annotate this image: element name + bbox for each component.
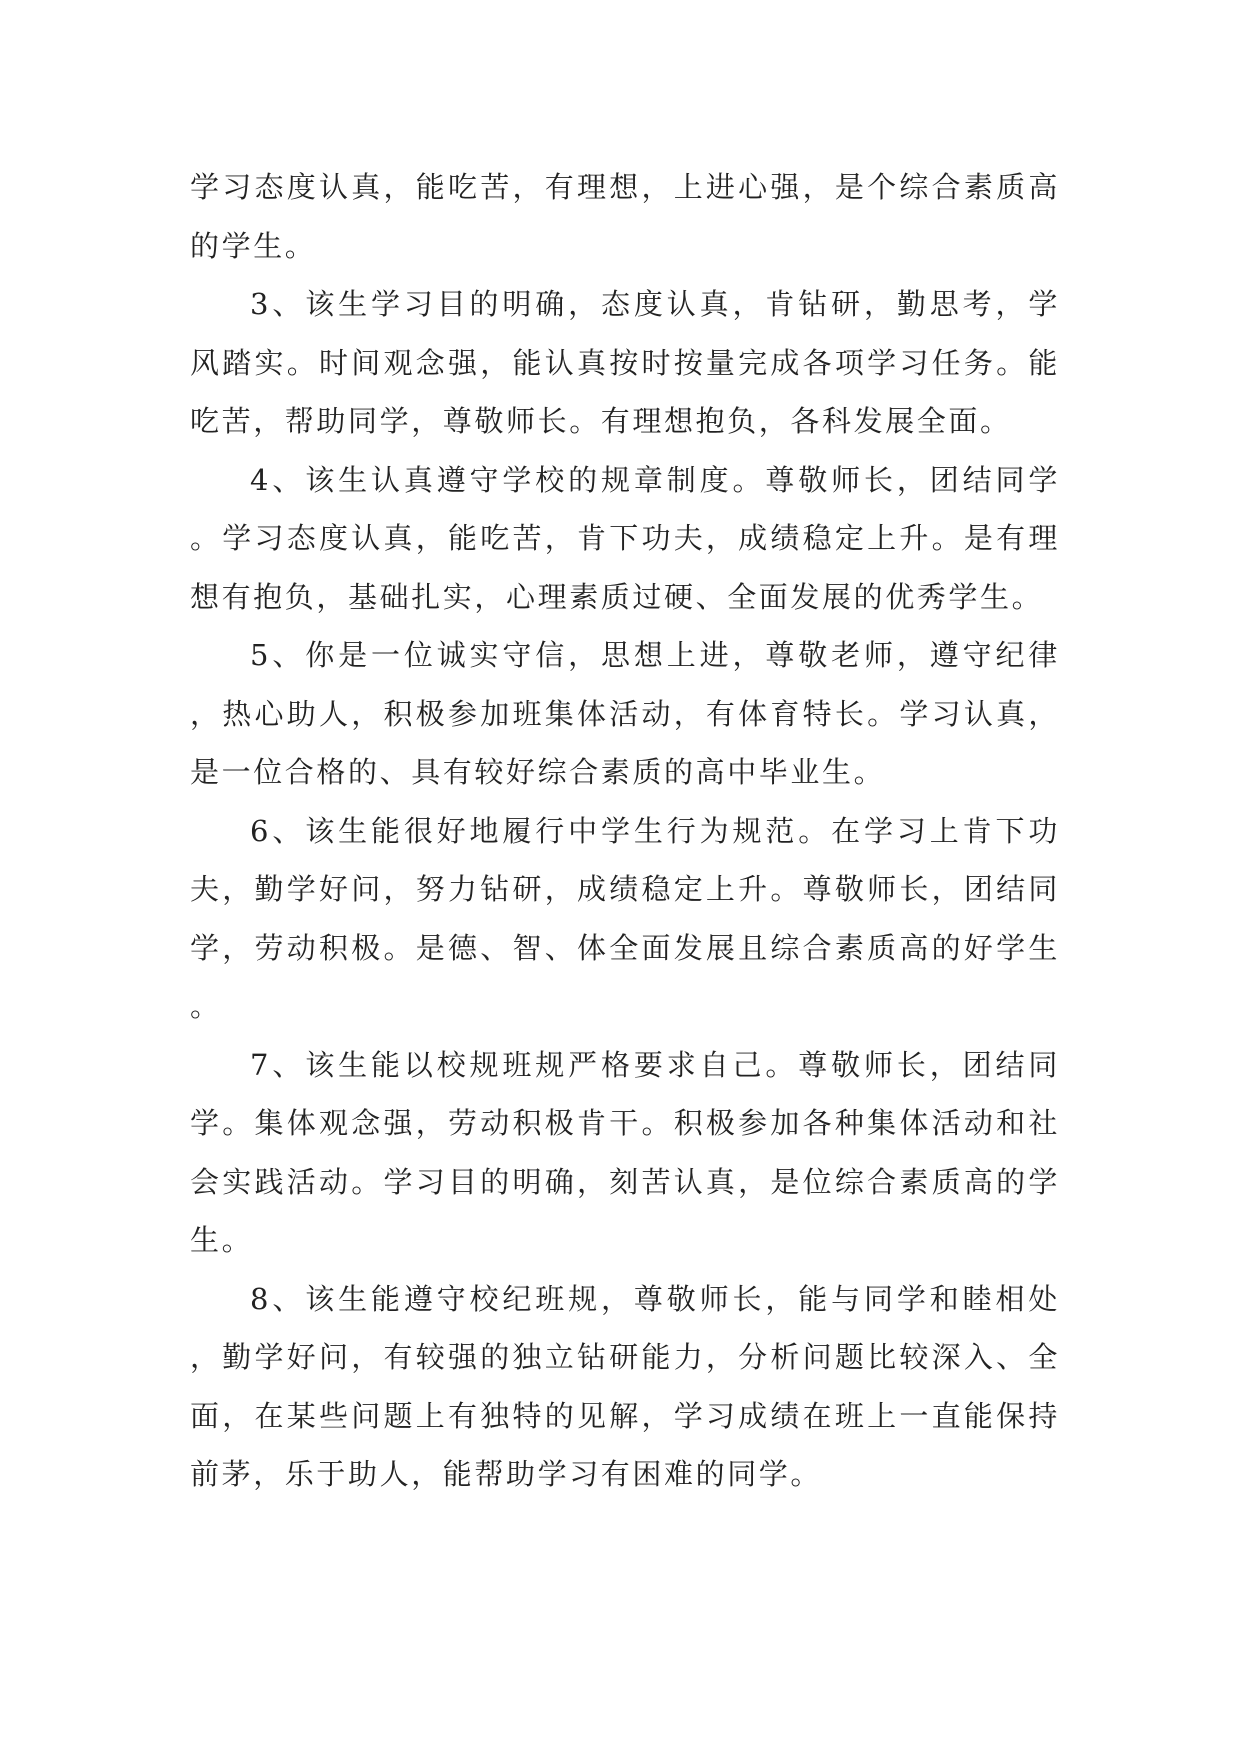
paragraph-item-8: 8、该生能遵守校纪班规，尊敬师长，能与同学和睦相处，勤学好问，有较强的独立钻研能力，分析问题比较深入、全面，在某些问题上有独特的见解，学习成绩在班上一直能保持前茅，乐于助人，能帮助学习有困难的同学。 xyxy=(190,1281,1060,1491)
paragraph-item-3: 3、该生学习目的明确，态度认真，肯钻研，勤思考，学风踏实。时间观念强，能认真按时按量完成各项学习任务。能吃苦，帮助同学，尊敬师长。有理想抱负，各科发展全面。 xyxy=(190,287,1060,438)
paragraph-item-5: 5、你是一位诚实守信，思想上进，尊敬老师，遵守纪律，热心助人，积极参加班集体活动，有体育特长。学习认真，是一位合格的、具有较好综合素质的高中毕业生。 xyxy=(190,638,1060,789)
document-page xyxy=(190,158,1060,1504)
paragraph-item-4: 4、该生认真遵守学校的规章制度。尊敬师长，团结同学。学习态度认真，能吃苦，肯下功夫，成绩稳定上升。是有理想有抱负，基础扎实，心理素质过硬、全面发展的优秀学生。 xyxy=(190,462,1060,614)
paragraph-continuation: 学习态度认真，能吃苦，有理想，上进心强，是个综合素质高的学生。 xyxy=(190,170,1060,263)
paragraph-item-7: 7、该生能以校规班规严格要求自己。尊敬师长，团结同学。集体观念强，劳动积极肯干。积极参加各种集体活动和社会实践活动。学习目的明确，刻苦认真，是位综合素质高的学生。 xyxy=(190,1047,1060,1257)
paragraph-item-6: 6、该生能很好地履行中学生行为规范。在学习上肯下功夫，勤学好问，努力钻研，成绩稳定上升。尊敬师长，团结同学，劳动积极。是德、智、体全面发展且综合素质高的好学生。 xyxy=(190,813,1060,1023)
